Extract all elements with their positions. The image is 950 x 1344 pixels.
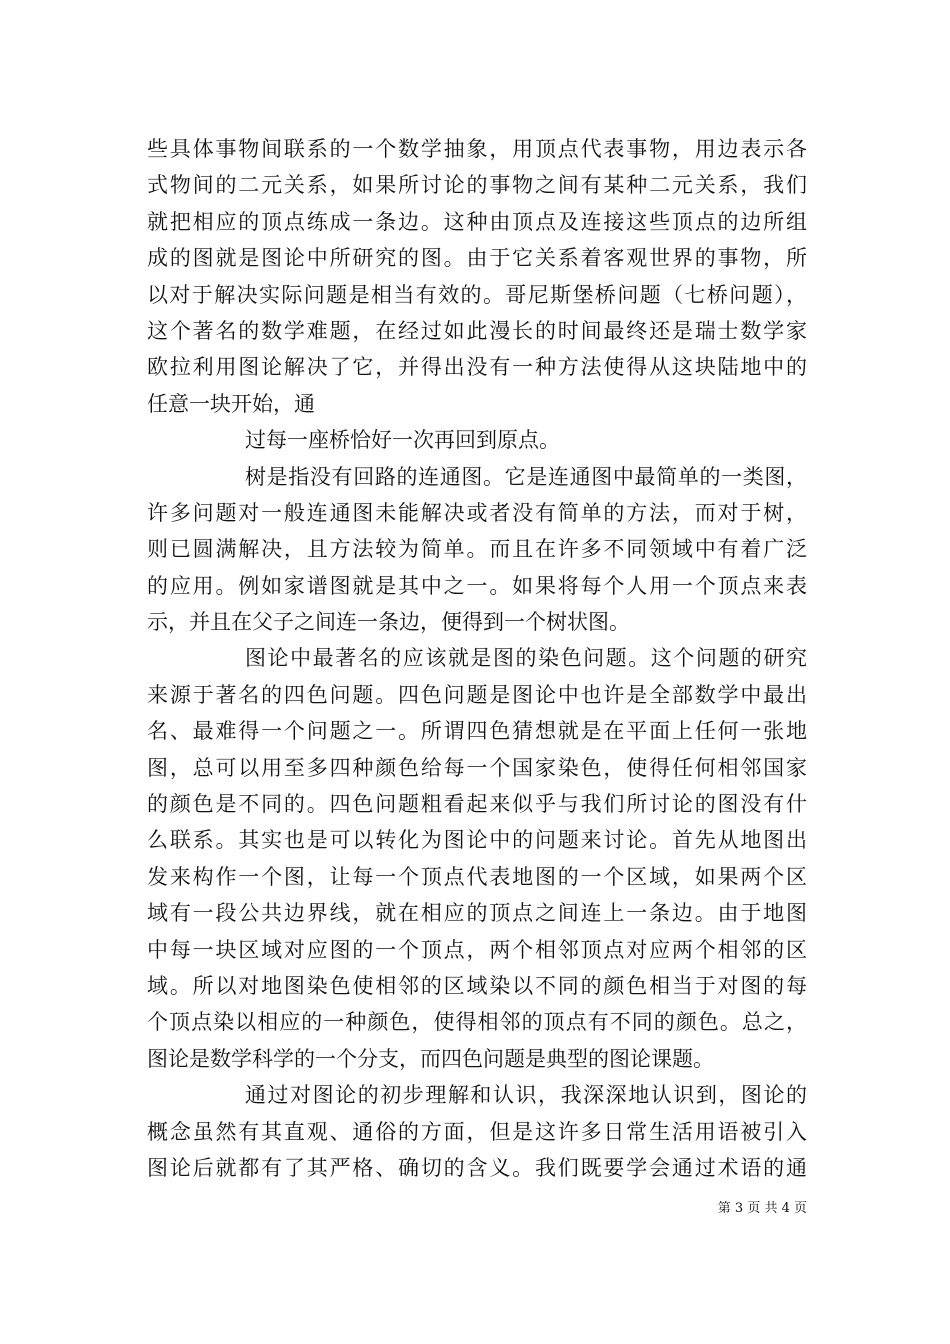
text-line: 过每一座桥恰好一次再回到原点。 — [245, 428, 560, 453]
text-line: 中每一块区域对应图的一个顶点，两个相邻顶点对应两个相邻的区 — [147, 937, 807, 962]
text-line: 许多问题对一般连通图未能解决或者没有简单的方法，而对于树， — [147, 500, 807, 525]
text-line: 示，并且在父子之间连一条边，便得到一个树状图。 — [147, 610, 630, 635]
text-line: 些具体事物间联系的一个数学抽象，用顶点代表事物，用边表示各 — [147, 137, 807, 161]
text-line: 任意一块开始，通 — [147, 391, 315, 416]
text-line: 就把相应的顶点练成一条边。这种由顶点及连接这些顶点的边所组 — [147, 209, 807, 234]
text-line: 图论是数学科学的一个分支，而四色问题是典型的图论课题。 — [147, 1046, 714, 1071]
text-line: 式物间的二元关系，如果所讨论的事物之间有某种二元关系，我们 — [147, 173, 807, 198]
text-line: 来源于著名的四色问题。四色问题是图论中也许是全部数学中最出 — [147, 682, 807, 707]
text-line: 的应用。例如家谱图就是其中之一。如果将每个人用一个顶点来表 — [147, 573, 807, 598]
page-number-footer: 第 3 页 共 4 页 — [717, 1201, 807, 1216]
text-line: 以对于解决实际问题是相当有效的。哥尼斯堡桥问题（七桥问题）， — [147, 282, 807, 307]
text-line: 名、最难得一个问题之一。所谓四色猜想就是在平面上任何一张地 — [147, 719, 807, 744]
text-line: 这个著名的数学难题，在经过如此漫长的时间最终还是瑞士数学家 — [147, 318, 807, 343]
text-line: 发来构作一个图，让每一个顶点代表地图的一个区域，如果两个区 — [147, 864, 807, 889]
text-line: 欧拉利用图论解决了它，并得出没有一种方法使得从这块陆地中的 — [147, 355, 807, 380]
paragraph-first-line: 图论中最著名的应该就是图的染色问题。这个问题的研究 — [245, 646, 807, 671]
text-line: 域。所以对地图染色使相邻的区域染以不同的颜色相当于对图的每 — [147, 973, 807, 998]
text-line: 则已圆满解决，且方法较为简单。而且在许多不同领域中有着广泛 — [147, 537, 807, 562]
text-line: 的颜色是不同的。四色问题粗看起来似乎与我们所讨论的图没有什 — [147, 792, 807, 817]
body-text — [147, 131, 807, 1186]
text-line: 图论后就都有了其严格、确切的含义。我们既要学会通过术语的通 — [147, 1155, 807, 1180]
text-line: 图，总可以用至多四种颜色给每一个国家染色，使得任何相邻国家 — [147, 755, 807, 780]
paragraph-first-line: 树是指没有回路的连通图。它是连通图中最简单的一类图， — [245, 464, 807, 489]
text-line: 成的图就是图论中所研究的图。由于它关系着客观世界的事物，所 — [147, 246, 807, 271]
text-line: 个顶点染以相应的一种颜色，使得相邻的顶点有不同的颜色。总之， — [147, 1010, 807, 1035]
text-line: 么联系。其实也是可以转化为图论中的问题来讨论。首先从地图出 — [147, 828, 807, 853]
paragraph-first-line: 通过对图论的初步理解和认识，我深深地认识到，图论的 — [245, 1083, 807, 1108]
text-line: 概念虽然有其直观、通俗的方面，但是这许多日常生活用语被引入 — [147, 1119, 807, 1144]
text-line: 域有一段公共边界线，就在相应的顶点之间连上一条边。由于地图 — [147, 901, 807, 926]
